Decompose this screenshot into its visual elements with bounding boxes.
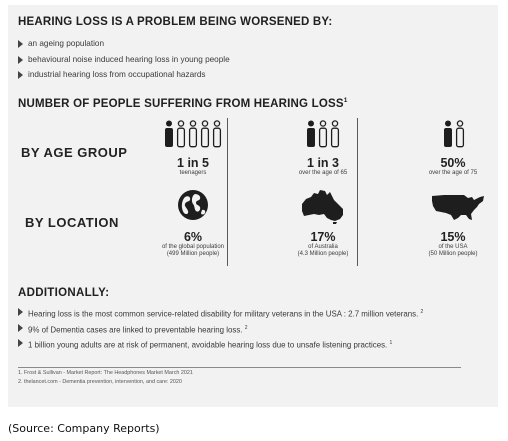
- people-group-5-icon: [163, 120, 223, 148]
- stat-caption: of the USA: [438, 244, 468, 250]
- stat-teenagers: [128, 156, 258, 177]
- bullet-text: Hearing loss is the most common service-related disability for military veterans in the USA : 2.7 million veterans.: [28, 309, 419, 319]
- footnote-divider: [18, 367, 461, 368]
- stat-caption-detail: (4.3 Million people): [297, 251, 349, 257]
- stat-usa: [388, 230, 508, 258]
- stat-over-65: [258, 156, 388, 177]
- infographic-panel: [8, 5, 498, 407]
- stat-global: [128, 230, 258, 258]
- stat-caption-detail: (50 Million people): [428, 251, 478, 257]
- header-title: HEARING LOSS IS A PROBLEM BEING WORSENED BY:: [18, 16, 333, 28]
- stats-title-footnote: 1: [343, 97, 348, 104]
- additionally-bullet-list: [18, 306, 423, 353]
- stat-australia: [258, 230, 388, 258]
- people-group-2-icon: [442, 120, 466, 148]
- stats-title: [18, 97, 348, 110]
- list-item: [18, 54, 230, 70]
- age-group-label: BY AGE GROUP: [21, 145, 128, 160]
- bullet-text: behavioural noise induced hearing loss in young people: [28, 54, 230, 64]
- stat-caption: of the global population: [161, 244, 225, 250]
- bullet-arrow-icon: [18, 56, 23, 64]
- globe-icon: [176, 188, 210, 222]
- stat-value: 15%: [440, 230, 466, 244]
- stat-caption: over the age of 75: [428, 170, 478, 176]
- footnote: 2. thelancet.com - Dementia prevention, intervention, and care: 2020: [18, 379, 182, 385]
- people-group-3-icon: [305, 120, 341, 148]
- usa-map-icon: [430, 192, 486, 222]
- stats-title-text: NUMBER OF PEOPLE SUFFERING FROM HEARING LOSS: [18, 97, 344, 110]
- stat-value: 50%: [440, 156, 466, 170]
- bullet-arrow-icon: [18, 71, 23, 79]
- list-item: [18, 69, 230, 85]
- stat-caption: of Australia: [308, 244, 338, 250]
- footnote: 1. Frost & Sullivan - Market Report: The Headphones Market March 2021: [18, 370, 193, 376]
- list-item: [18, 337, 423, 353]
- stat-value: 6%: [183, 230, 203, 244]
- stat-value: 1 in 5: [177, 156, 209, 170]
- bullet-arrow-icon: [18, 308, 23, 316]
- bullet-text: industrial hearing loss from occupational hazards: [28, 70, 206, 79]
- source-caption: (Source: Company Reports): [8, 422, 160, 435]
- additionally-title: ADDITIONALLY:: [18, 287, 110, 299]
- stat-value: 1 in 3: [307, 156, 339, 170]
- bullet-text: 1 billion young adults are at risk of permanent, avoidable hearing loss due to unsafe listening practices.: [28, 340, 388, 350]
- footnote-ref: 2: [244, 324, 248, 331]
- header-bullet-list: [18, 38, 230, 85]
- stat-caption-detail: (499 Million people): [166, 251, 220, 257]
- bullet-text: 9% of Dementia cases are linked to preventable hearing loss.: [28, 325, 243, 335]
- stat-over-75: [388, 156, 508, 177]
- stat-value: 17%: [310, 230, 336, 244]
- location-label: BY LOCATION: [25, 215, 119, 230]
- bullet-arrow-icon: [18, 40, 23, 48]
- bullet-text: an ageing population: [28, 39, 105, 48]
- stat-caption: teenagers: [179, 170, 207, 176]
- footnote-ref: 1: [389, 340, 393, 346]
- bullet-arrow-icon: [18, 324, 23, 332]
- bullet-arrow-icon: [18, 339, 23, 347]
- stat-caption: over the age of 65: [298, 170, 348, 176]
- list-item: [18, 306, 423, 322]
- list-item: [18, 322, 423, 338]
- footnote-ref: 2: [420, 309, 424, 315]
- list-item: [18, 38, 230, 54]
- australia-map-icon: [300, 188, 346, 224]
